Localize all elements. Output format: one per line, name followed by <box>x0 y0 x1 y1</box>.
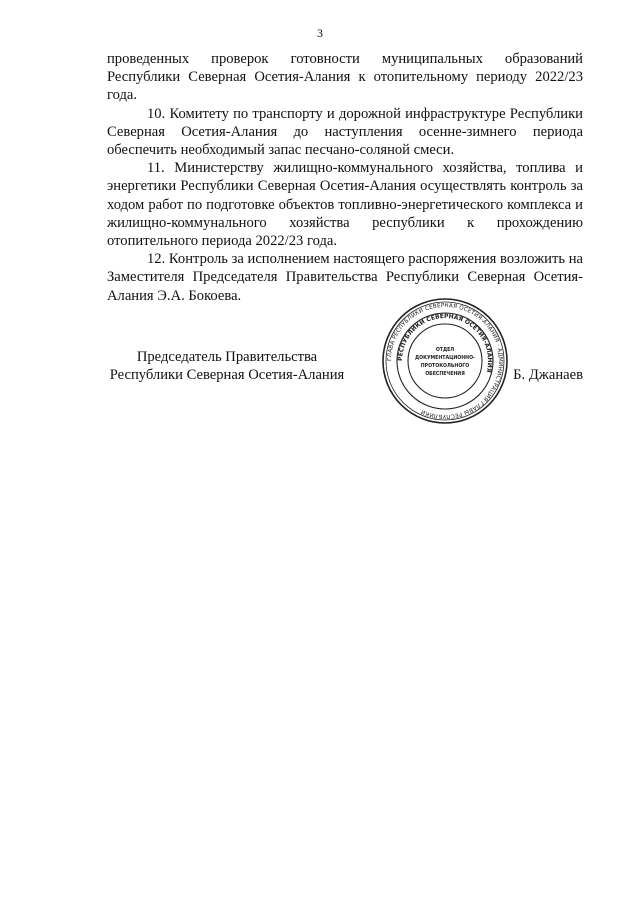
paragraph-10: 10. Комитету по транспорту и дорожной инфраструктуре Республики Северная Осетия-Алания до наступления осенне-зимнего периода обеспечить необходимый запас песчано-соляной смеси. <box>107 105 583 159</box>
signature-block <box>107 302 583 428</box>
seal-center-line-2: ДОКУМЕНТАЦИОННО- <box>415 355 475 361</box>
signer-title-line-1: Председатель Правительства <box>136 349 318 365</box>
signer-name: Б. Джанаев <box>513 367 583 383</box>
seal-middle-text: РЕСПУБЛИКИ СЕВЕРНАЯ ОСЕТИЯ-АЛАНИЯ <box>396 312 494 374</box>
seal-icon <box>380 296 510 426</box>
seal-center-line-1: ОТДЕЛ <box>435 347 455 353</box>
signer-title-line-2: Республики Северная Осетия-Алания <box>109 367 345 384</box>
paragraph-12: 12. Контроль за исполнением настоящего распоряжения возложить на Заместителя Председателя Правительства Республики Северная Осетия-Алания Э.А. Бокоева. <box>107 251 583 304</box>
paragraph-continuation: проведенных проверок готовности муниципальных образований Республики Северная Осетия-Алания к отопительному периоду 2022/23 года. <box>107 51 583 104</box>
seal-center-line-4: ОБЕСПЕЧЕНИЯ <box>425 371 465 377</box>
official-seal <box>380 296 510 426</box>
signer-title <box>107 348 347 385</box>
document-body <box>107 50 583 305</box>
seal-center-line-3: ПРОТОКОЛЬНОГО <box>420 363 470 369</box>
paragraph-11: 11. Министерству жилищно-коммунального хозяйства, топлива и энергетики Республики Северная Осетия-Алания осуществлять контроль за ходом работ по подготовке объектов топливно-энергетического комплекса и жилищно-коммунального хозяйства республики к прохождению отопительного периода 2022/23 года. <box>107 160 583 250</box>
page-number: 3 <box>317 26 323 40</box>
seal-outer-text: ГЛАВА РЕСПУБЛИКИ СЕВЕРНАЯ ОСЕТИЯ-АЛАНИЯ · АДМИНИСТРАЦИЯ ГЛАВЫ РЕСПУБЛИКИ <box>386 302 504 420</box>
